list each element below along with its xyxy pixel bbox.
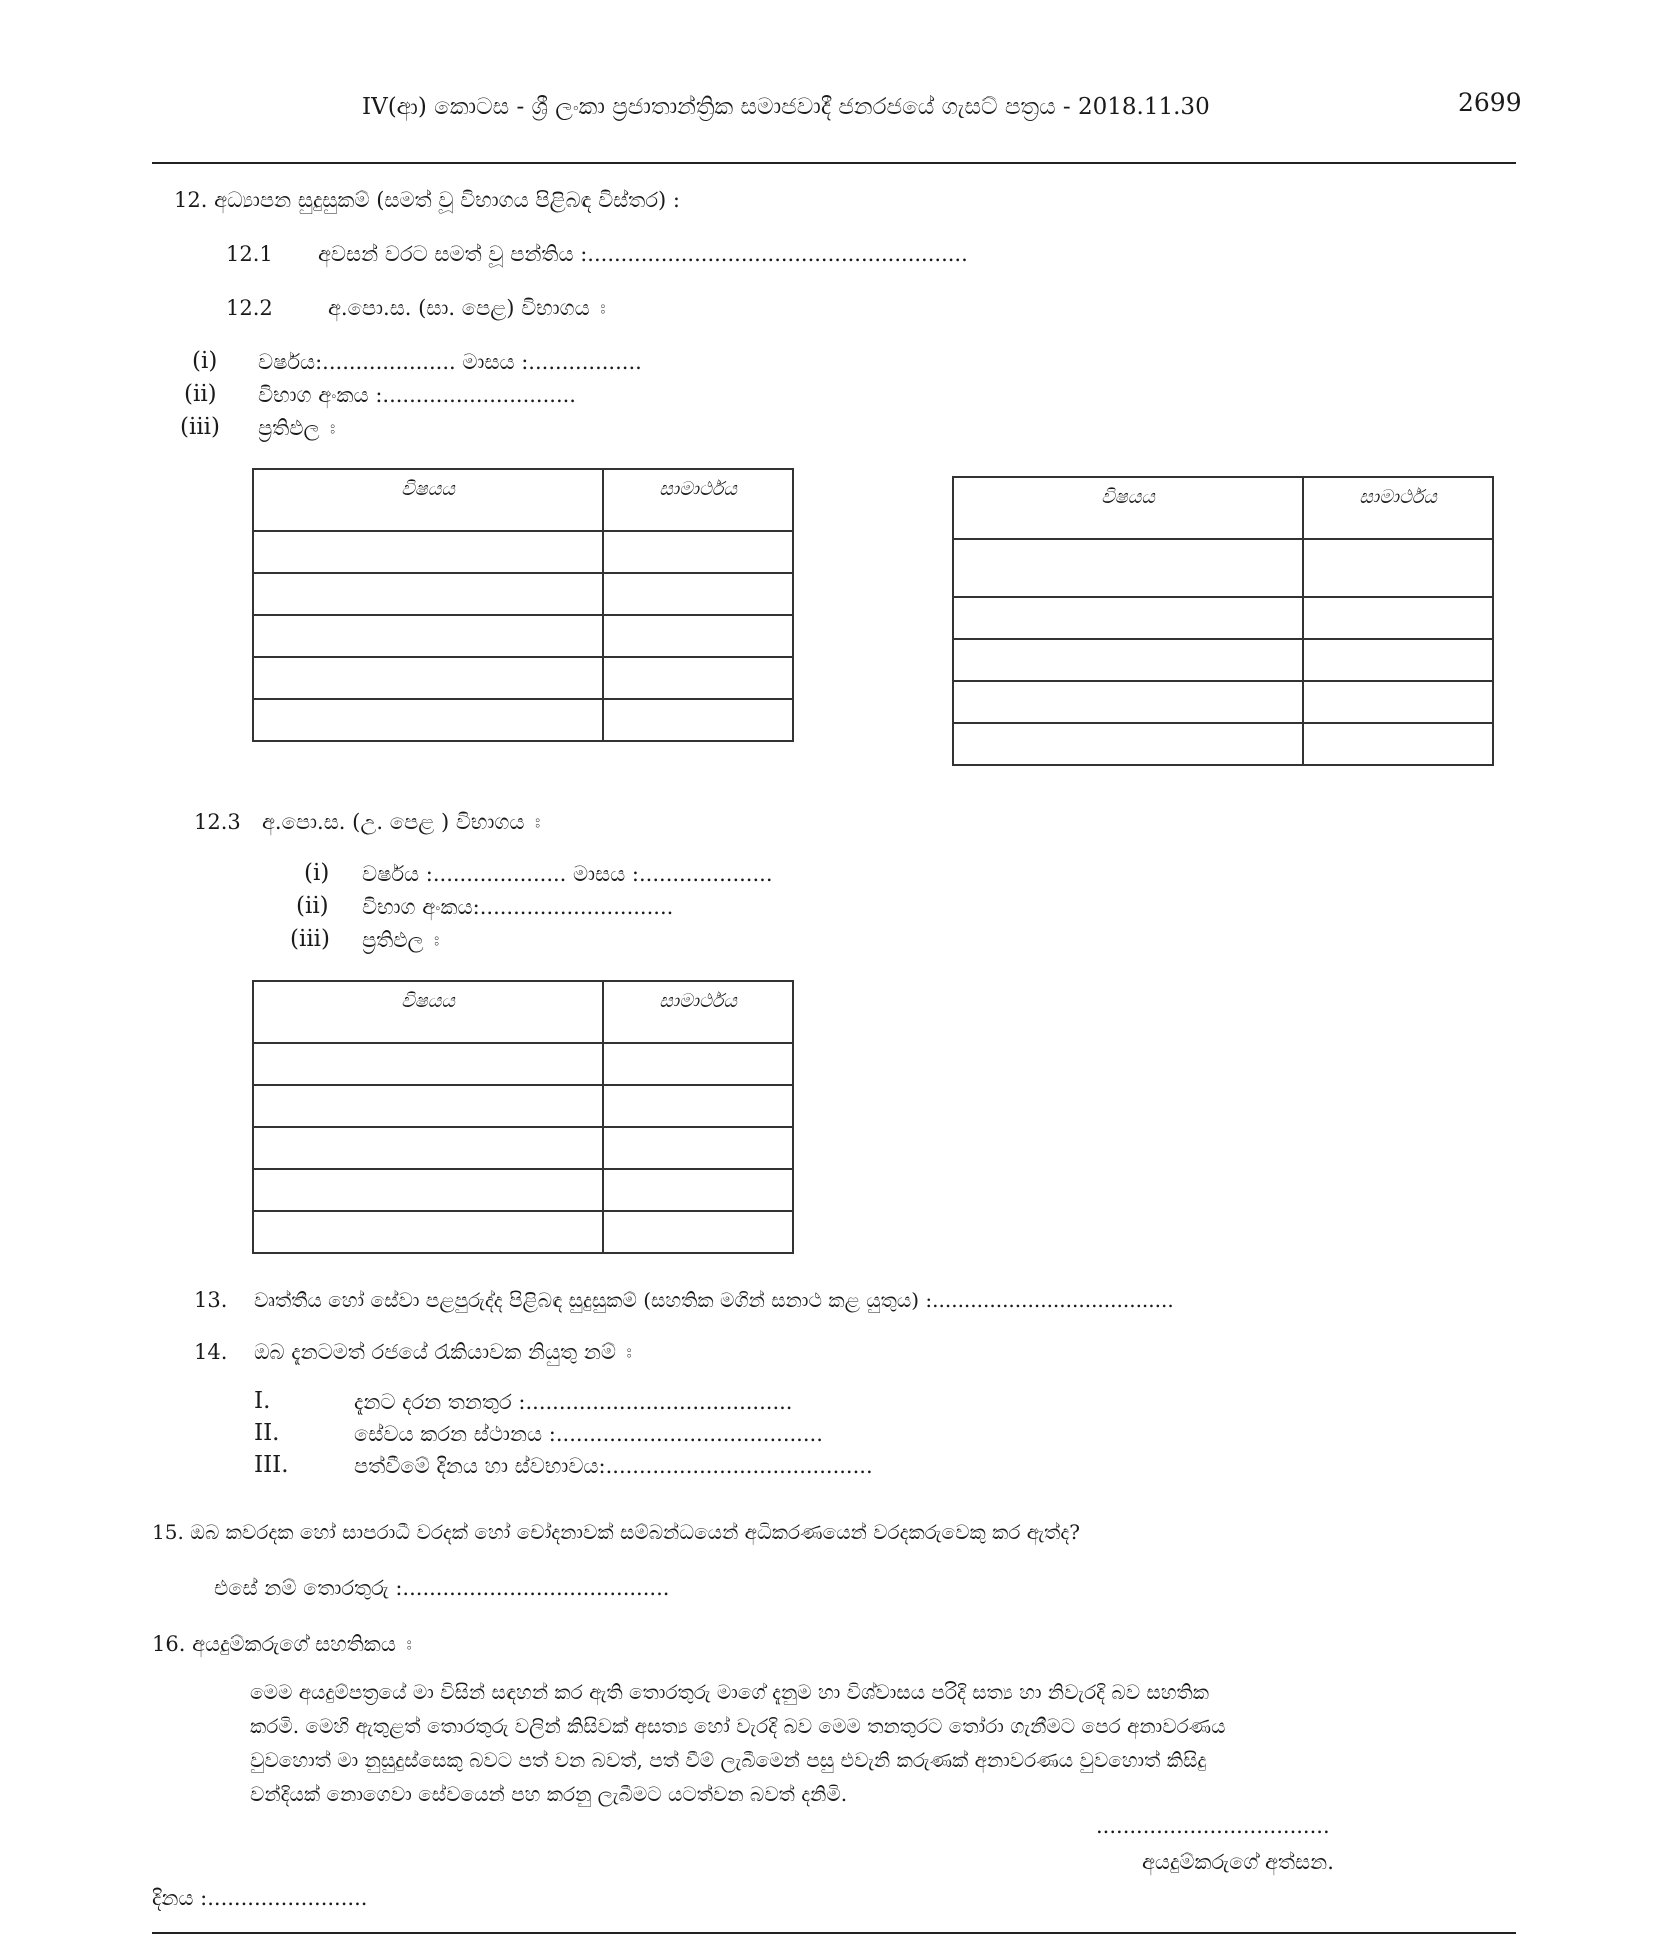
subject-cell[interactable]: [253, 1211, 603, 1253]
appointment-date-field: පත්වීමේ දිනය හා ස්වභාවය:........................................: [354, 1454, 873, 1478]
gazette-header-title: IV(ආ) කොටස - ශ්‍රී ලංකා ප්‍රජාතාන්ත්‍රික සමාජවාදී ජනරජයේ ගැසට් පත්‍රය - 2018.11.30: [362, 94, 1210, 120]
subject-cell[interactable]: [253, 531, 603, 573]
ol-results-table-right: [952, 476, 1494, 766]
subject-cell[interactable]: [953, 681, 1303, 723]
current-post-field: දැනට දරන තනතුර :........................................: [354, 1390, 793, 1414]
ol-item-iii-number: (iii): [180, 414, 221, 440]
grade-cell[interactable]: [1303, 597, 1493, 639]
subject-cell[interactable]: [253, 1043, 603, 1085]
subject-cell[interactable]: [253, 1169, 603, 1211]
subject-column-header: විෂයය: [953, 477, 1303, 539]
grade-cell[interactable]: [1303, 723, 1493, 765]
al-year-month-field: වර්ෂය :.................... මාසය :....................: [362, 862, 773, 886]
section-12-2-text: අ.පො.ස. (සා. පෙළ) විභාගය ඃ: [328, 296, 606, 320]
grade-cell[interactable]: [603, 573, 793, 615]
grade-column-header: සාමාර්ථය: [603, 469, 793, 531]
declaration-line-4: වන්දියක් නොගෙවා සේවයෙන් පහ කරනු ලැබීමට යටත්වන බවත් දනිමි.: [250, 1782, 848, 1806]
grade-cell[interactable]: [603, 531, 793, 573]
footer-rule: [152, 1932, 1516, 1934]
subject-column-header: විෂයය: [253, 469, 603, 531]
subject-cell[interactable]: [953, 723, 1303, 765]
section-14-number: 14.: [194, 1340, 228, 1364]
subject-cell[interactable]: [253, 573, 603, 615]
ol-results-label: ප්‍රතිඵල ඃ: [258, 416, 336, 440]
section-12-1-number: 12.1: [226, 242, 273, 266]
section-13-number: 13.: [194, 1288, 228, 1312]
s14-item-2-number: II.: [254, 1420, 280, 1446]
grade-cell[interactable]: [1303, 539, 1493, 597]
declaration-line-2: කරමි. මෙහි ඇතුළත් තොරතුරු වලින් කිසිවක් අසත්‍ය හෝ වැරදි බව මෙම තනතුරට තෝරා ගැනීමට පෙර අනාවරණය: [250, 1714, 1226, 1738]
section-12-3-number: 12.3: [194, 810, 241, 834]
subject-cell[interactable]: [953, 539, 1303, 597]
subject-cell[interactable]: [953, 597, 1303, 639]
declaration-line-1: මෙම අයදුම්පත්‍රයේ මා විසින් සඳහන් කර ඇති තොරතුරු මාගේ දැනුම හා විශ්වාසය පරිදි සත්‍ය හා නිවැරදි බව සහතික: [250, 1680, 1210, 1704]
section-12-3-text: අ.පො.ස. (උ. පෙළ ) විභාගය ඃ: [262, 810, 541, 834]
grade-column-header: සාමාර්ථය: [1303, 477, 1493, 539]
subject-cell[interactable]: [953, 639, 1303, 681]
ol-year-month-field: වර්ෂය:.................... මාසය :.................: [258, 350, 642, 374]
grade-cell[interactable]: [603, 615, 793, 657]
grade-cell[interactable]: [1303, 639, 1493, 681]
section-12-heading: 12. අධ්‍යාපන සුදුසුකම් (සමත් වූ විභාගය පිළිබඳ විස්තර) :: [174, 188, 680, 212]
header-rule: [152, 162, 1516, 164]
grade-column-header: සාමාර්ථය: [603, 981, 793, 1043]
signature-label: අයදුම්කරුගේ අත්සන.: [1142, 1850, 1334, 1874]
workplace-field: සේවය කරන ස්ථානය :........................................: [354, 1422, 823, 1446]
grade-cell[interactable]: [1303, 681, 1493, 723]
grade-cell[interactable]: [603, 1211, 793, 1253]
al-results-label: ප්‍රතිඵල ඃ: [362, 928, 440, 952]
grade-cell[interactable]: [603, 1043, 793, 1085]
al-index-number-field: විභාග අංකය:.............................: [362, 895, 674, 919]
grade-cell[interactable]: [603, 1085, 793, 1127]
al-item-i-number: (i): [304, 860, 330, 886]
al-item-ii-number: (ii): [296, 893, 329, 919]
s14-item-1-number: I.: [254, 1388, 271, 1414]
subject-column-header: විෂයය: [253, 981, 603, 1043]
al-results-table: [252, 980, 794, 1254]
subject-cell[interactable]: [253, 657, 603, 699]
grade-cell[interactable]: [603, 1169, 793, 1211]
subject-cell[interactable]: [253, 1085, 603, 1127]
subject-cell[interactable]: [253, 1127, 603, 1169]
section-12-1-text: අවසන් වරට සමත් වූ පන්තිය :.........................................................: [318, 242, 968, 266]
signature-line: ...................................: [1096, 1814, 1330, 1838]
page-number: 2699: [1458, 88, 1522, 117]
section-12-2-number: 12.2: [226, 296, 273, 320]
date-field: දිනය :........................: [152, 1886, 368, 1910]
s14-item-3-number: III.: [254, 1452, 289, 1478]
section-13-text: වෘත්තීය හෝ සේවා පළපුරුද්ද පිළිබඳ සුදුසුකම් (සහතික මගින් සනාථ කළ යුතුය) :......................................: [254, 1288, 1174, 1312]
ol-results-table-left: [252, 468, 794, 742]
section-16-heading: 16. අයදුම්කරුගේ සහතිකය ඃ: [152, 1632, 412, 1656]
declaration-line-3: වුවහොත් මා නුසුදුස්සෙකු බවට පත් වන බවත්, පත් වීම් ලැබීමෙන් පසු එවැනි කරුණක් අනාවරණය වුවහොත් කිසිදු: [250, 1748, 1207, 1772]
subject-cell[interactable]: [253, 615, 603, 657]
al-item-iii-number: (iii): [290, 926, 331, 952]
grade-cell[interactable]: [603, 1127, 793, 1169]
ol-item-ii-number: (ii): [184, 381, 217, 407]
section-15-question: 15. ඔබ කවරදක හෝ සාපරාධී වරදක් හෝ චෝදනාවක් සම්බන්ධයෙන් අධිකරණයෙන් වරදකරුවෙකු කර ඇත්ද?: [152, 1520, 1080, 1544]
section-15-answer-field: එසේ නම් තොරතුරු :........................................: [214, 1576, 670, 1600]
subject-cell[interactable]: [253, 699, 603, 741]
ol-index-number-field: විභාග අංකය :.............................: [258, 383, 576, 407]
grade-cell[interactable]: [603, 699, 793, 741]
grade-cell[interactable]: [603, 657, 793, 699]
ol-item-i-number: (i): [192, 348, 218, 374]
section-14-text: ඔබ දැනටමත් රජයේ රැකියාවක නියුතු නම් ඃ: [254, 1340, 632, 1364]
